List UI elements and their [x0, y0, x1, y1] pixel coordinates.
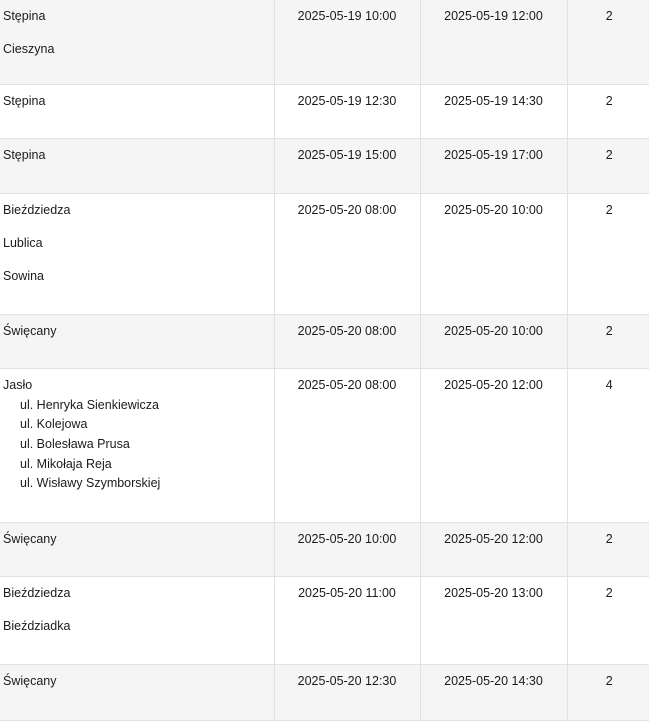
count-cell: 2 [567, 664, 649, 720]
place-name: Bieździadka [3, 618, 71, 633]
end-time-cell: 2025-05-19 17:00 [420, 138, 567, 193]
location-cell [0, 84, 274, 138]
count-cell: 2 [567, 193, 649, 314]
start-time-cell: 2025-05-20 12:30 [274, 664, 420, 720]
table-row [0, 314, 649, 368]
location-cell [0, 522, 274, 576]
end-time-cell: 2025-05-20 14:30 [420, 664, 567, 720]
start-time-cell: 2025-05-19 15:00 [274, 138, 420, 193]
start-time-cell: 2025-05-20 08:00 [274, 314, 420, 368]
table-row [0, 576, 649, 664]
start-time-cell: 2025-05-20 11:00 [274, 576, 420, 664]
count-cell: 2 [567, 0, 649, 84]
street-item: ul. Henryka Sienkiewicza [20, 397, 159, 412]
place-name: Święcany [3, 531, 57, 546]
location-cell [0, 368, 274, 522]
place-name: Sowina [3, 268, 44, 283]
location-cell [0, 314, 274, 368]
street-list [3, 399, 274, 491]
end-time-cell: 2025-05-20 12:00 [420, 368, 567, 522]
location-cell [0, 664, 274, 720]
end-time-cell: 2025-05-20 10:00 [420, 314, 567, 368]
start-time-cell: 2025-05-20 08:00 [274, 193, 420, 314]
table-row [0, 138, 649, 193]
place-name: Bieździedza [3, 585, 71, 600]
start-time-cell: 2025-05-20 10:00 [274, 522, 420, 576]
table-row [0, 84, 649, 138]
count-cell: 4 [567, 368, 649, 522]
place-name: Bieździedza [3, 202, 71, 217]
table-row [0, 664, 649, 720]
place-name: Stępina [3, 147, 46, 162]
place-name: Lublica [3, 235, 43, 250]
count-cell: 2 [567, 138, 649, 193]
place-name: Święcany [3, 673, 57, 688]
table-row [0, 0, 649, 84]
count-cell: 2 [567, 314, 649, 368]
end-time-cell: 2025-05-19 14:30 [420, 84, 567, 138]
place-name: Stępina [3, 9, 46, 23]
location-cell [0, 193, 274, 314]
location-cell [0, 138, 274, 193]
place-name: Cieszyna [3, 42, 55, 56]
end-time-cell: 2025-05-20 13:00 [420, 576, 567, 664]
count-cell: 2 [567, 84, 649, 138]
start-time-cell: 2025-05-19 10:00 [274, 0, 420, 84]
street-item: ul. Mikołaja Reja [20, 456, 112, 471]
street-item: ul. Bolesława Prusa [20, 436, 130, 451]
end-time-cell: 2025-05-19 12:00 [420, 0, 567, 84]
table-row [0, 522, 649, 576]
location-cell [0, 576, 274, 664]
table-row [0, 193, 649, 314]
end-time-cell: 2025-05-20 12:00 [420, 522, 567, 576]
count-cell: 2 [567, 522, 649, 576]
street-item: ul. Wisławy Szymborskiej [20, 476, 161, 491]
table-row [0, 368, 649, 522]
start-time-cell: 2025-05-20 08:00 [274, 368, 420, 522]
start-time-cell: 2025-05-19 12:30 [274, 84, 420, 138]
count-cell: 2 [567, 576, 649, 664]
location-cell [0, 0, 274, 84]
place-name: Święcany [3, 323, 57, 338]
end-time-cell: 2025-05-20 10:00 [420, 193, 567, 314]
place-name: Stępina [3, 93, 46, 108]
street-item: ul. Kolejowa [20, 417, 88, 432]
city-name: Jasło [3, 377, 33, 392]
